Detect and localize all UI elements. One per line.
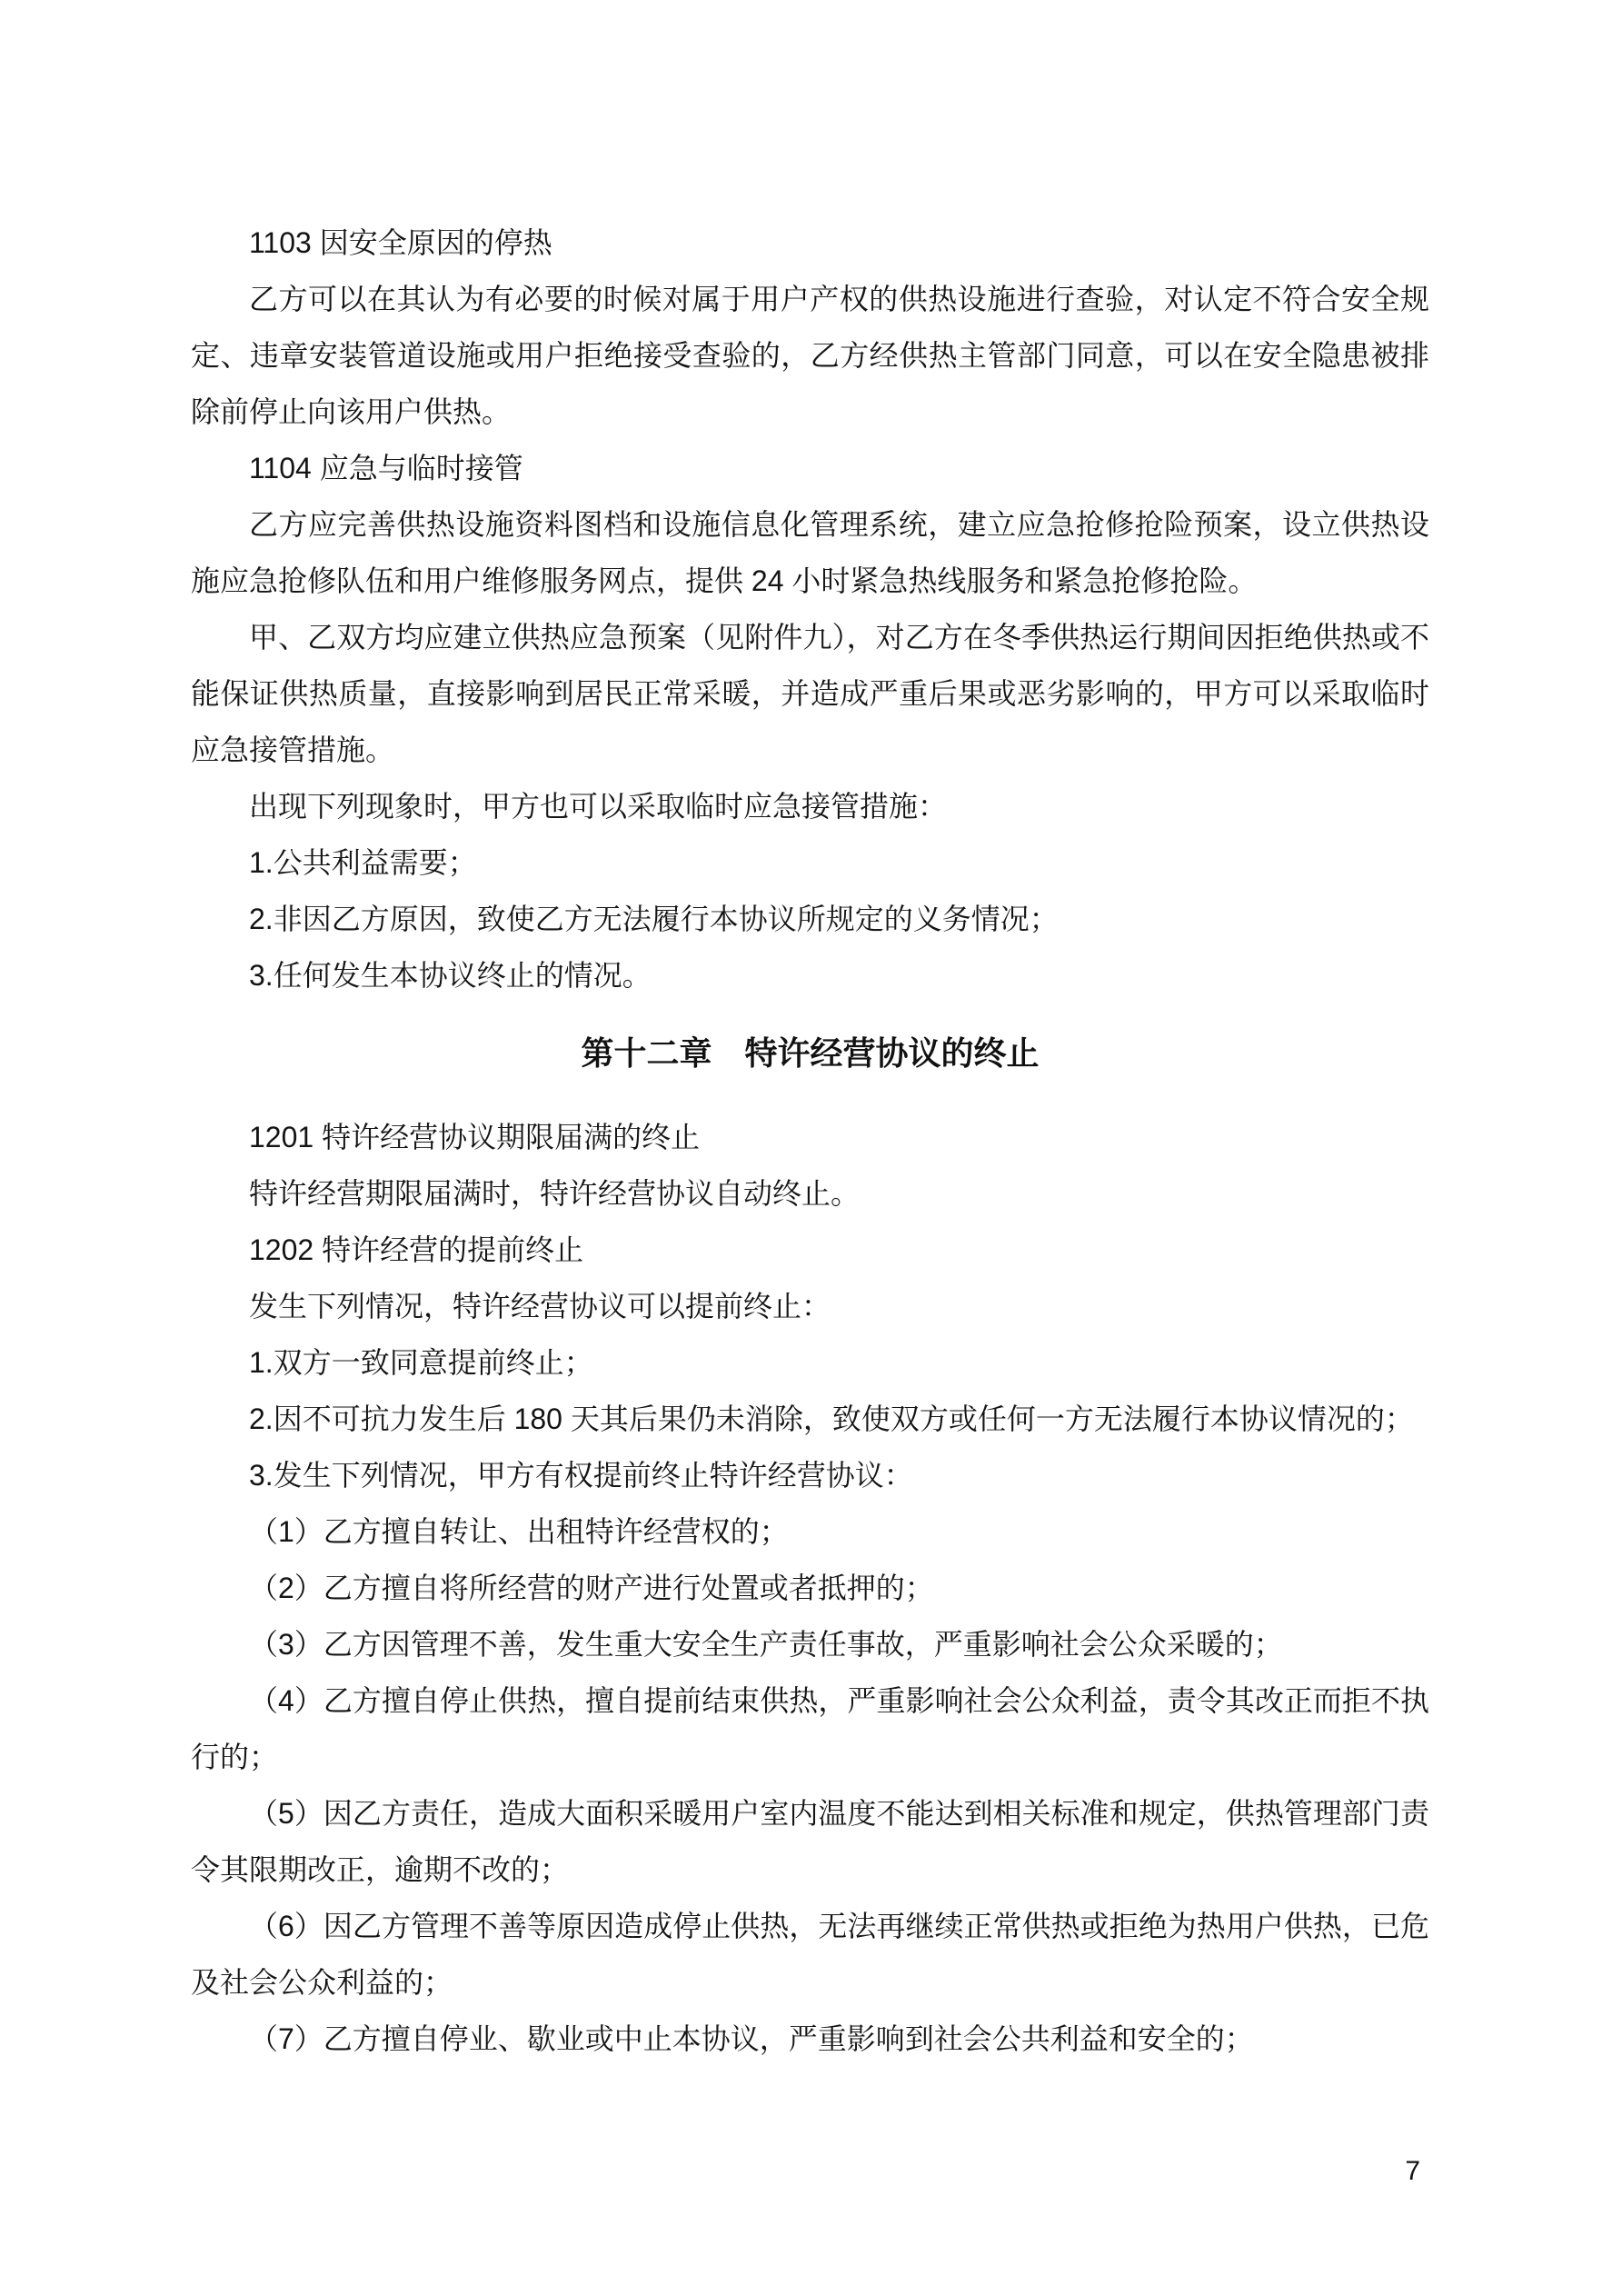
clause-1104-intro-takeover: 出现下列现象时，甲方也可以采取临时应急接管措施： — [249, 790, 948, 823]
clause-1201-body: 特许经营期限届满时，特许经营协议自动终止。 — [249, 1177, 861, 1210]
clause-1202-intro: 发生下列情况，特许经营协议可以提前终止： — [249, 1290, 831, 1323]
clause-1202-item-1: 1.双方一致同意提前终止； — [249, 1346, 593, 1379]
section-title-1104: 1104 应急与临时接管 — [249, 452, 523, 484]
clause-1104-body-2: 甲、乙双方均应建立供热应急预案（见附件九），对乙方在冬季供热运行期间因拒绝供热或不能保证供热质量，直接影响到居民正常采暖，并造成严重后果或恶劣影响的，甲方可以采取临时应急接管措施。 — [191, 621, 1429, 766]
clause-1104-body-1: 乙方应完善供热设施资料图档和设施信息化管理系统，建立应急抢修抢险预案，设立供热设施应急抢修队伍和用户维修服务网点，提供 24 小时紧急热线服务和紧急抢修抢险。 — [191, 508, 1429, 597]
clause-1202-subitem-6: （6）因乙方管理不善等原因造成停止供热，无法再继续正常供热或拒绝为热用户供热，已危及社会公众利益的； — [191, 1910, 1429, 1999]
clause-1202-subitem-4: （4）乙方擅自停止供热，擅自提前结束供热，严重影响社会公众利益，责令其改正而拒不执行的； — [191, 1684, 1429, 1773]
clause-1103-body: 乙方可以在其认为有必要的时候对属于用户产权的供热设施进行查验，对认定不符合安全规定、违章安装管道设施或用户拒绝接受查验的，乙方经供热主管部门同意，可以在安全隐患被排除前停止向该用户供热。 — [191, 283, 1429, 428]
takeover-list-item-3: 3.任何发生本协议终止的情况。 — [249, 959, 652, 992]
clause-1202-subitem-1: （1）乙方擅自转让、出租特许经营权的； — [249, 1515, 789, 1548]
section-title-1103: 1103 因安全原因的停热 — [249, 226, 552, 259]
section-title-1201: 1201 特许经营协议期限届满的终止 — [249, 1121, 701, 1153]
document-content — [191, 215, 1429, 2067]
clause-1202-subitem-3: （3）乙方因管理不善，发生重大安全生产责任事故，严重影响社会公众采暖的； — [249, 1628, 1283, 1661]
clause-1202-subitem-2: （2）乙方擅自将所经营的财产进行处置或者抵押的； — [249, 1572, 934, 1604]
chapter-12-heading: 第十二章 特许经营协议的终止 — [581, 1034, 1040, 1072]
section-title-1202: 1202 特许经营的提前终止 — [249, 1233, 584, 1266]
clause-1202-item-2: 2.因不可抗力发生后 180 天其后果仍未消除，致使双方或任何一方无法履行本协议情况的； — [249, 1403, 1414, 1435]
takeover-list-item-1: 1.公共利益需要； — [249, 846, 477, 879]
clause-1202-item-3: 3.发生下列情况，甲方有权提前终止特许经营协议： — [249, 1459, 913, 1492]
clause-1202-subitem-7: （7）乙方擅自停业、歇业或中止本协议，严重影响到社会公共利益和安全的； — [249, 2022, 1254, 2055]
takeover-list-item-2: 2.非因乙方原因，致使乙方无法履行本协议所规定的义务情况； — [249, 903, 1059, 935]
clause-1202-subitem-5: （5）因乙方责任，造成大面积采暖用户室内温度不能达到相关标准和规定，供热管理部门责令其限期改正，逾期不改的； — [191, 1797, 1429, 1886]
page-number: 7 — [1405, 2156, 1420, 2186]
